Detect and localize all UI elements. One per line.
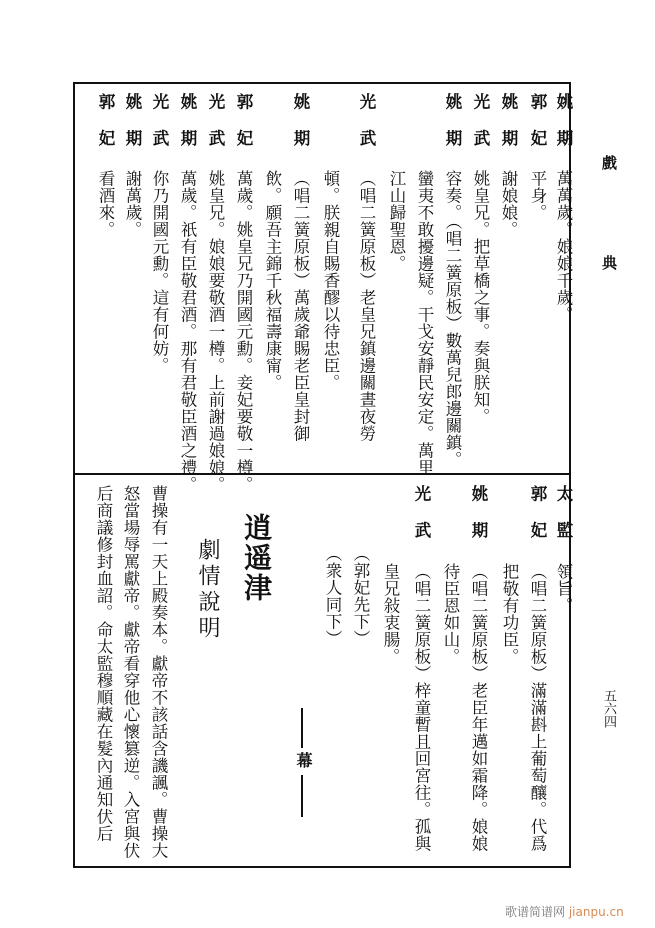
role-name: 姚期 [443, 93, 462, 166]
dialogue-line: 萬萬歲。娘娘千歲。 [554, 170, 573, 323]
dialogue-line: 你乃開國元勳。這有何妨。 [150, 170, 169, 374]
curtain-label: 幕 [294, 752, 313, 768]
book-title-char-1: 戲 [600, 155, 618, 170]
dialogue-line: 把敬有功臣。 [500, 563, 519, 665]
role-name: 姚期 [123, 93, 142, 166]
role-name: 光武 [357, 93, 376, 166]
stage-direction: （郭妃先下） [351, 545, 370, 647]
dialogue-line: 飲。願吾主錦千秋福壽康甯。 [263, 170, 282, 391]
synopsis-line: 怒當場辱罵獻帝。獻帝看穿他心懷篡逆。入宮與伏 [121, 485, 140, 859]
dialogue-line: （唱二簧原板）萬歲爺賜老臣皇封御 [291, 170, 310, 442]
role-name: 姚期 [291, 93, 310, 166]
dialogue-line: 容奏。（唱二簧原板）數萬兒郎邊關鎮。 [443, 170, 462, 468]
synopsis-line: 曹操有一天上殿奏本。獻帝不該話含譏諷。曹操大 [149, 485, 168, 859]
dialogue-line: 江山歸聖恩。 [387, 170, 406, 272]
synopsis-line: 后商議修封血詔。命太監穆順藏在髮內通知伏后 [94, 485, 113, 842]
role-name: 姚期 [469, 485, 488, 558]
dialogue-line: 萬歲。姚皇兄乃開國元勳。妾妃要敬一樽。 [234, 170, 253, 493]
dialogue-line: 頓。朕親自賜香醪以待忠臣。 [321, 170, 340, 391]
dialogue-line: （唱二簧原板）老臣年邁如霜降。娘娘 [469, 563, 488, 852]
role-name: 姚期 [178, 93, 197, 166]
watermark [505, 903, 624, 920]
role-name: 光武 [471, 93, 490, 166]
dialogue-line: 蠻夷不敢擾邊疑。干戈安靜民安定。萬里 [415, 170, 434, 476]
role-name: 姚期 [499, 93, 518, 166]
dialogue-line: 皇兄敍衷腸。 [381, 563, 400, 665]
role-name: 太監 [554, 485, 573, 558]
section-divider [73, 473, 571, 475]
role-name: 郭妃 [234, 93, 253, 166]
dialogue-line: 萬歲。祇有臣敬君酒。那有君敬臣酒之禮。 [178, 170, 197, 493]
book-title-char-2: 典 [600, 255, 618, 270]
dialogue-line: （唱二簧原板）滿滿斟上葡萄釀。代爲 [528, 563, 547, 852]
dialogue-line: 待臣恩如山。 [441, 563, 460, 665]
stage-direction: （衆人同下） [323, 545, 342, 647]
dialogue-line: 姚皇兄。娘娘要敬酒一樽。上前謝過娘娘。 [206, 170, 225, 493]
page-number: 五六四 [601, 689, 616, 728]
dialogue-line: 謝萬歲。 [123, 170, 142, 238]
dialogue-line: （唱二簧原板）老皇兄鎮邊關晝夜勞 [357, 170, 376, 442]
curtain-line-top [301, 708, 303, 748]
dialogue-line: （唱二簧原板）梓童暫且回宮往。孤與 [412, 563, 431, 852]
role-name: 光武 [412, 485, 431, 558]
dialogue-line: 領旨。 [554, 563, 573, 614]
role-name: 郭妃 [96, 93, 115, 166]
dialogue-line: 姚皇兄。把草橋之事。奏與朕知。 [471, 170, 490, 425]
watermark-cn: 歌谱简谱网 [505, 905, 566, 919]
role-name: 姚期 [554, 93, 573, 166]
role-name: 郭妃 [528, 93, 547, 166]
dialogue-line: 謝娘娘。 [499, 170, 518, 238]
role-name: 光武 [150, 93, 169, 166]
next-play-title: 逍遥津 [240, 513, 273, 603]
dialogue-line: 平身。 [528, 170, 547, 221]
role-name: 光武 [206, 93, 225, 166]
next-play-subtitle: 劇情說明 [195, 538, 220, 642]
curtain-line-bottom [301, 775, 303, 817]
dialogue-line: 看酒來。 [96, 170, 115, 238]
watermark-en: jianpu.cn [568, 905, 624, 919]
role-name: 郭妃 [528, 485, 547, 558]
